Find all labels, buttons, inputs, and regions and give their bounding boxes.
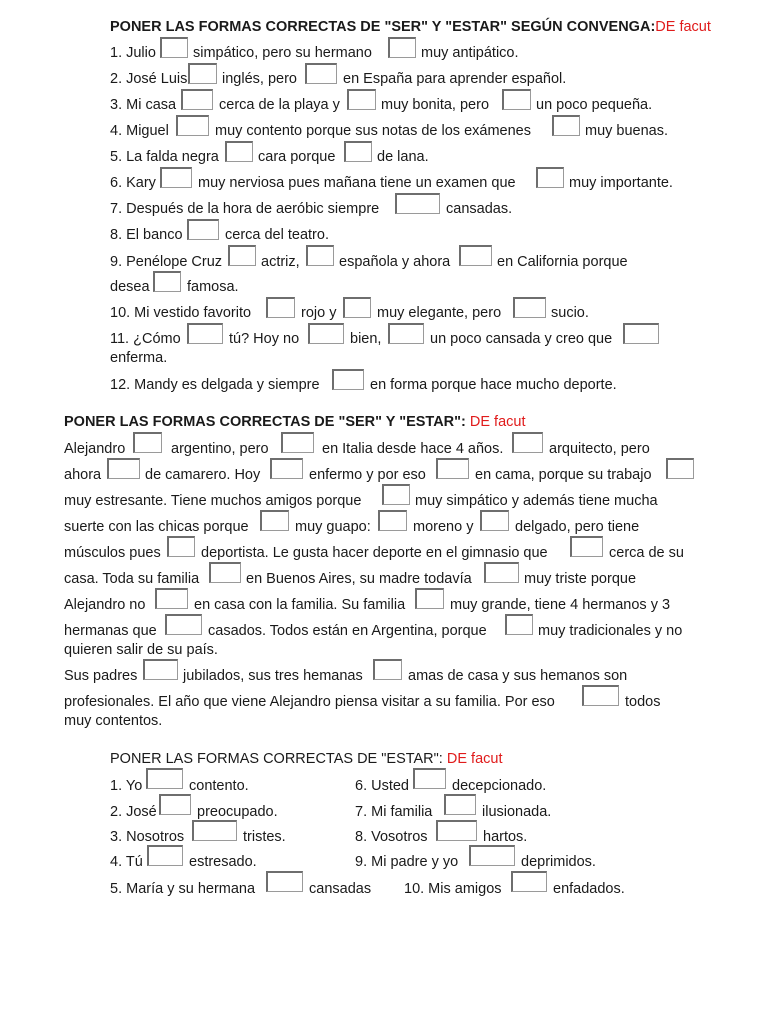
s3-item-9-a: 9. Mi padre y yo <box>355 854 459 870</box>
s3-item-6-a: 6. Usted <box>355 778 409 794</box>
s1-item-9-e: desea <box>110 279 150 295</box>
s1-item-7-blank-1[interactable] <box>395 193 440 214</box>
s2-line-1-blank-3[interactable] <box>512 432 543 453</box>
s3-item-1-blank[interactable] <box>146 768 183 789</box>
s3-item-2-b: preocupado. <box>197 804 278 820</box>
s1-item-5-blank-2[interactable] <box>344 141 372 162</box>
s3-item-2-a: 2. José <box>110 804 157 820</box>
s1-item-5-b: cara porque <box>258 149 336 165</box>
s2-line-10-blank-2[interactable] <box>373 659 402 680</box>
s2-line-11-blank-1[interactable] <box>582 685 619 706</box>
s1-item-4-c: muy buenas. <box>585 123 669 139</box>
s1-item-3-a: 3. Mi casa <box>110 97 177 113</box>
s1-item-6-b: muy nerviosa pues mañana tiene un examen que <box>198 175 516 191</box>
s1-item-3-b: cerca de la playa y <box>219 97 340 113</box>
s2-line-4-blank-1[interactable] <box>260 510 289 531</box>
s1-item-2-blank-2[interactable] <box>305 63 337 84</box>
s3-item-7-a: 7. Mi familia <box>355 804 433 820</box>
s1-item-6-c: muy importante. <box>569 175 673 191</box>
s1-item-10-d: sucio. <box>551 305 589 321</box>
s3-item-6-blank[interactable] <box>413 768 446 789</box>
s2-line-2-b: de camarero. Hoy <box>145 467 261 483</box>
s1-item-3-c: muy bonita, pero <box>381 97 490 113</box>
section3-tag: DE facut <box>446 751 503 767</box>
s2-line-5-c: cerca de su <box>609 545 684 561</box>
s2-line-3-blank-1[interactable] <box>382 484 410 505</box>
s2-line-11-b: todos <box>625 694 661 710</box>
s1-item-6-blank-1[interactable] <box>160 167 192 188</box>
s2-line-4-b: muy guapo: <box>295 519 371 535</box>
s2-line-10-c: amas de casa y sus hemanos son <box>408 668 628 684</box>
s2-line-1-d: arquitecto, pero <box>549 441 650 457</box>
s1-item-3-blank-2[interactable] <box>347 89 376 110</box>
s1-item-3-blank-1[interactable] <box>181 89 213 110</box>
s3-item-10-a: 10. Mis amigos <box>404 881 502 897</box>
s1-item-8-b: cerca del teatro. <box>225 227 329 243</box>
s2-line-2-blank-1[interactable] <box>107 458 140 479</box>
s1-item-3-d: un poco pequeña. <box>536 97 653 113</box>
s2-line-10-a: Sus padres <box>64 668 138 684</box>
s2-line-1-blank-2[interactable] <box>281 432 314 453</box>
s1-item-5-c: de lana. <box>377 149 429 165</box>
s3-item-8-a: 8. Vosotros <box>355 829 428 845</box>
s2-line-5-a: músculos pues <box>64 545 161 561</box>
s2-line-2-blank-3[interactable] <box>436 458 469 479</box>
s1-item-12-blank-1[interactable] <box>332 369 364 390</box>
s3-item-10-blank[interactable] <box>511 871 547 892</box>
s3-item-1-b: contento. <box>189 778 249 794</box>
s2-line-6-b: en Buenos Aires, su madre todavía <box>246 571 472 587</box>
s2-line-8-c: muy tradicionales y no <box>538 623 683 639</box>
section2-tag: DE facut <box>469 414 526 430</box>
s2-line-10-blank-1[interactable] <box>143 659 178 680</box>
s1-item-9-blank-1[interactable] <box>228 245 256 266</box>
section1-heading-colon: : <box>650 19 656 35</box>
s1-item-5-blank-1[interactable] <box>225 141 253 162</box>
s2-line-8-blank-2[interactable] <box>505 614 533 635</box>
s2-line-6-blank-1[interactable] <box>209 562 241 583</box>
s2-line-3-a: muy estresante. Tiene muchos amigos porque <box>64 493 362 509</box>
s3-item-8-b: hartos. <box>483 829 528 845</box>
s1-item-4-blank-1[interactable] <box>176 115 209 136</box>
s3-item-4-b: estresado. <box>189 854 257 870</box>
s1-item-7-a: 7. Después de la hora de aeróbic siempre <box>110 201 380 217</box>
s1-item-8-blank-1[interactable] <box>187 219 219 240</box>
s1-item-3-blank-3[interactable] <box>502 89 531 110</box>
s1-item-9-blank-3[interactable] <box>459 245 492 266</box>
s2-line-8-blank-1[interactable] <box>165 614 202 635</box>
section1-heading-text: PONER LAS FORMAS CORRECTAS DE "SER" Y "ESTAR" SEGÚN CONVENGA <box>110 19 651 35</box>
s1-item-9-blank-4[interactable] <box>153 271 181 292</box>
s3-item-1-a: 1. Yo <box>110 778 143 794</box>
s2-line-1-a: Alejandro <box>64 441 126 457</box>
s2-line-7-blank-2[interactable] <box>415 588 444 609</box>
s1-item-2-b: inglés, pero <box>222 71 297 87</box>
s3-item-4-a: 4. Tú <box>110 854 143 870</box>
s1-item-2-blank-1[interactable] <box>188 63 217 84</box>
s1-item-9-f: famosa. <box>187 279 239 295</box>
s1-item-11-a: 11. ¿Cómo <box>110 331 181 347</box>
s1-item-10-blank-1[interactable] <box>266 297 295 318</box>
s1-item-10-blank-2[interactable] <box>343 297 371 318</box>
s1-item-9-a: 9. Penélope Cruz <box>110 254 223 270</box>
s2-line-6-c: muy triste porque <box>524 571 637 587</box>
s2-line-10-b: jubilados, sus tres hemanas <box>183 668 363 684</box>
s2-line-5-blank-1[interactable] <box>167 536 195 557</box>
s2-line-5-blank-2[interactable] <box>570 536 603 557</box>
s3-item-9-blank[interactable] <box>469 845 515 866</box>
section2-heading-text: PONER LAS FORMAS CORRECTAS DE "SER" Y "ESTAR": <box>64 414 466 430</box>
s1-item-10-a: 10. Mi vestido favorito <box>110 305 252 321</box>
s1-item-9-d: en California porque <box>497 254 628 270</box>
s1-item-11-c: bien, <box>350 331 382 347</box>
s2-line-7-b: en casa con la familia. Su familia <box>194 597 406 613</box>
s1-item-4-b: muy contento porque sus notas de los exámenes <box>215 123 531 139</box>
s2-line-2-blank-2[interactable] <box>270 458 303 479</box>
s1-item-9-c: española y ahora <box>339 254 451 270</box>
s2-line-4-blank-2[interactable] <box>378 510 407 531</box>
s2-line-4-c: moreno y <box>413 519 474 535</box>
s2-line-4-a: suerte con las chicas porque <box>64 519 249 535</box>
s1-item-4-blank-2[interactable] <box>552 115 580 136</box>
s1-item-1-blank-2[interactable] <box>388 37 416 58</box>
s2-line-1-b: argentino, pero <box>171 441 269 457</box>
section3-heading <box>110 750 502 768</box>
s1-item-11-b: tú? Hoy no <box>229 331 300 347</box>
s2-line-8-a: hermanas que <box>64 623 157 639</box>
s2-line-1-blank-1[interactable] <box>133 432 162 453</box>
s1-item-10-c: muy elegante, pero <box>377 305 502 321</box>
section3-heading-text: PONER LAS FORMAS CORRECTAS DE "ESTAR": <box>110 751 443 767</box>
s3-item-5-a: 5. María y su hermana <box>110 881 256 897</box>
s1-item-2-c: en España para aprender español. <box>343 71 567 87</box>
s3-item-9-b: deprimidos. <box>521 854 596 870</box>
s2-line-2-blank-4[interactable] <box>666 458 694 479</box>
section2-heading <box>64 413 526 431</box>
s3-item-6-b: decepcionado. <box>452 778 547 794</box>
s1-item-11-blank-3[interactable] <box>388 323 424 344</box>
s3-item-10-b: enfadados. <box>553 881 625 897</box>
s2-line-6-a: casa. Toda su familia <box>64 571 200 587</box>
s1-item-6-a: 6. Kary <box>110 175 156 191</box>
s1-item-11-blank-1[interactable] <box>187 323 223 344</box>
s1-item-11-d: un poco cansada y creo que <box>430 331 613 347</box>
s1-item-12-b: en forma porque hace mucho deporte. <box>370 377 617 393</box>
s1-item-11-e: enferma. <box>110 350 168 366</box>
s2-line-2-a: ahora <box>64 467 102 483</box>
s2-line-3-b: muy simpático y además tiene mucha <box>415 493 658 509</box>
s2-line-5-b: deportista. Le gusta hacer deporte en el gimnasio que <box>201 545 548 561</box>
s1-item-7-b: cansadas. <box>446 201 513 217</box>
s3-item-4-blank[interactable] <box>147 845 183 866</box>
s1-item-8-a: 8. El banco <box>110 227 183 243</box>
s1-item-6-blank-2[interactable] <box>536 167 564 188</box>
section1-tag: DE facut <box>655 19 711 35</box>
s3-item-7-blank[interactable] <box>444 794 476 815</box>
s1-item-1-blank-1[interactable] <box>160 37 188 58</box>
s2-line-7-blank-1[interactable] <box>155 588 188 609</box>
s1-item-9-blank-2[interactable] <box>306 245 334 266</box>
s1-item-4-a: 4. Miguel <box>110 123 169 139</box>
s1-item-10-blank-3[interactable] <box>513 297 546 318</box>
section1-heading <box>110 18 711 36</box>
s3-item-5-b: cansadas <box>309 881 372 897</box>
s1-item-5-a: 5. La falda negra <box>110 149 219 165</box>
s3-item-2-blank[interactable] <box>159 794 191 815</box>
s2-line-2-d: en cama, porque su trabajo <box>475 467 652 483</box>
s3-item-5-blank[interactable] <box>266 871 303 892</box>
s1-item-10-b: rojo y <box>301 305 337 321</box>
s2-line-11-a: profesionales. El año que viene Alejandro piensa visitar a su familia. Por eso <box>64 694 555 710</box>
s2-line-8-b: casados. Todos están en Argentina, porque <box>208 623 487 639</box>
s2-line-4-blank-3[interactable] <box>480 510 509 531</box>
s1-item-2-a: 2. José Luis <box>110 71 188 87</box>
s3-item-3-blank[interactable] <box>192 820 237 841</box>
s1-item-9-b: actriz, <box>261 254 300 270</box>
s3-item-8-blank[interactable] <box>436 820 477 841</box>
s1-item-11-blank-2[interactable] <box>308 323 344 344</box>
s2-line-6-blank-2[interactable] <box>484 562 519 583</box>
s2-line-4-d: delgado, pero tiene <box>515 519 640 535</box>
s1-item-11-blank-4[interactable] <box>623 323 659 344</box>
s2-line-1-c: en Italia desde hace 4 años. <box>322 441 504 457</box>
s1-item-12-a: 12. Mandy es delgada y siempre <box>110 377 320 393</box>
s2-line-7-a: Alejandro no <box>64 597 146 613</box>
s2-line-9-a: quieren salir de su país. <box>64 642 218 658</box>
s1-item-1-b: simpático, pero su hermano <box>193 45 372 61</box>
s1-item-1-a: 1. Julio <box>110 45 156 61</box>
s2-line-12-a: muy contentos. <box>64 713 163 729</box>
s3-item-3-a: 3. Nosotros <box>110 829 185 845</box>
s3-item-3-b: tristes. <box>243 829 286 845</box>
s3-item-7-b: ilusionada. <box>482 804 552 820</box>
s2-line-7-c: muy grande, tiene 4 hermanos y 3 <box>450 597 671 613</box>
s1-item-1-c: muy antipático. <box>421 45 519 61</box>
s2-line-2-c: enfermo y por eso <box>309 467 426 483</box>
